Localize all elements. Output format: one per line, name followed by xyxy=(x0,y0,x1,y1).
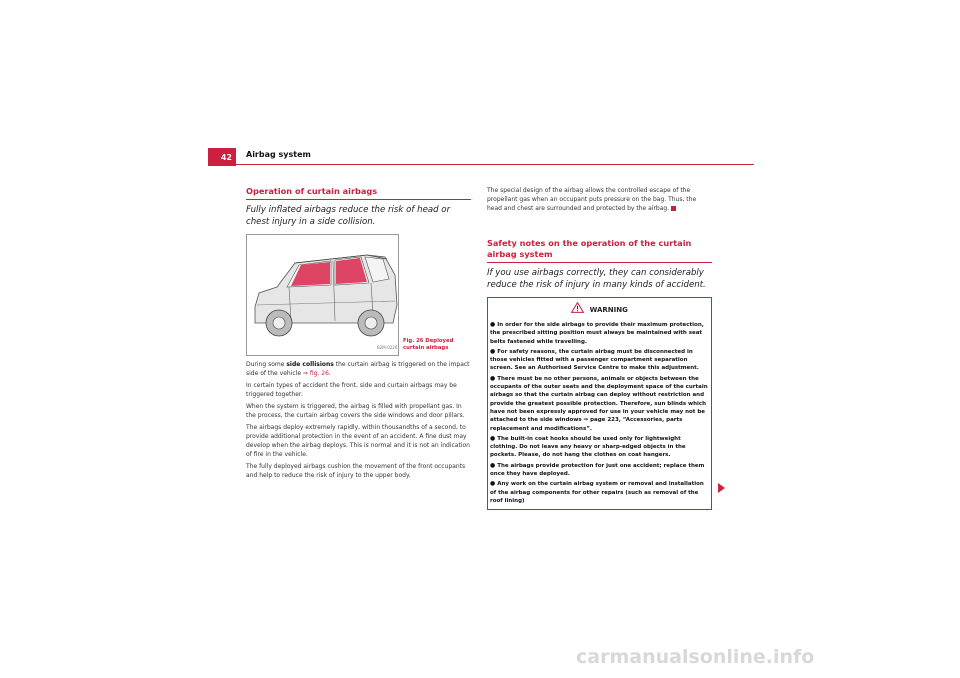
text-run: . xyxy=(328,370,331,377)
figure-code: B2M-0226 xyxy=(377,345,398,350)
text-run: During some xyxy=(246,361,287,368)
warning-box xyxy=(487,297,712,510)
warning-triangle-icon xyxy=(571,302,584,313)
paragraph xyxy=(246,360,471,378)
paragraph: The fully deployed airbags cushion the movement of the front occupants and help to reduce the risk of injury to the upper body. xyxy=(246,463,466,479)
continue-arrow-icon[interactable] xyxy=(718,483,725,493)
section-subtitle: Fully inflated airbags reduce the risk of head or chest injury in a side collision. xyxy=(246,205,451,227)
bullet-icon: ● xyxy=(490,374,496,382)
left-column xyxy=(246,186,471,483)
car-curtain-airbag-icon xyxy=(247,235,398,355)
figure-26 xyxy=(246,234,471,356)
warning-bullet xyxy=(490,375,709,433)
bullet-icon: ● xyxy=(490,434,496,442)
bullet-text: There must be no other persons, animals or objects between the occupants of the outer seats and the deployment space of the curtain airbags so that the curtain airbag can deploy without restriction and provide the greatest possible protection. Therefore, sun blinds which have not been expressly approved for use in your vehicle may not be attached to the side windows ⇒ page 223, “Accessories, parts replacement and modifications”. xyxy=(490,375,708,432)
header-rule xyxy=(208,164,754,165)
bullet-icon: ● xyxy=(490,347,496,355)
paragraph: In certain types of accident the front, side and curtain airbags may be triggered together. xyxy=(246,382,457,398)
bullet-text: The airbags provide protection for just one accident; replace them once they have deployed. xyxy=(490,462,705,478)
warning-bullet xyxy=(490,462,709,479)
warning-label: WARNING xyxy=(589,306,628,314)
warning-header xyxy=(490,302,709,315)
warning-bullet xyxy=(490,321,709,346)
figure-caption: Fig. 26 Deployed curtain airbags xyxy=(403,338,454,351)
warning-body xyxy=(490,321,709,505)
bullet-icon: ● xyxy=(490,321,496,328)
car-illustration xyxy=(246,234,399,356)
bullet-text: For safety reasons, the curtain airbag must be disconnected in those vehicles fitted with a passenger compartment separation screen. See an Authorised Service Centre to make this adjustment. xyxy=(490,348,699,372)
text-run: the curtain airbag is triggered on the impact side of the vehicle xyxy=(246,361,470,377)
page-header-title: Airbag system xyxy=(246,150,311,159)
section-rule xyxy=(246,199,471,200)
page-number: 42 xyxy=(208,148,236,166)
bullet-text: Any work on the curtain airbag system or removal and installation of the airbag components for other repairs (such as removal of the roof lining) xyxy=(490,481,704,504)
text-run: The special design of the airbag allows the controlled escape of the propellant gas when an occupant puts pressure on the bag. Thus, the head and chest are surrounded and protected by the airbag. xyxy=(487,187,697,212)
text-bold: side collisions xyxy=(286,361,334,368)
right-column xyxy=(487,186,712,510)
figure-link[interactable]: ⇒ fig. 26 xyxy=(302,370,329,377)
warning-bullet xyxy=(490,435,709,460)
section-title: Operation of curtain airbags xyxy=(246,186,378,196)
warning-bullet xyxy=(490,348,709,373)
watermark: carmanualsonline.info xyxy=(576,646,815,668)
paragraph xyxy=(487,186,712,213)
bullet-icon: ● xyxy=(490,461,496,469)
section-end-icon xyxy=(671,206,676,211)
bullet-text: The built-in coat hooks should be used only for lightweight clothing. Do not leave any heavy or sharp-edged objects in the pockets. Please, do not hang the clothes on coat hangers. xyxy=(490,435,686,459)
section-title: Safety notes on the operation of the curtain airbag system xyxy=(487,238,692,259)
paragraph: When the system is triggered, the airbag is filled with propellant gas. In the process, the curtain airbag covers the side windows and door pillars. xyxy=(246,403,465,419)
paragraph: The airbags deploy extremely rapidly, within thousandths of a second, to provide additional protection in the event of an accident. A fine dust may develop when the airbag deploys. This is normal and it is not an indication of fire in the vehicle. xyxy=(246,424,470,458)
bullet-text: In order for the side airbags to provide their maximum protection, the prescribed sitting position must always be maintained with seat belts fastened while travelling. xyxy=(490,322,704,345)
section-rule xyxy=(487,262,712,263)
section-subtitle: If you use airbags correctly, they can considerably reduce the risk of injury in many kinds of accident. xyxy=(487,268,706,290)
bullet-icon: ● xyxy=(490,480,496,488)
warning-bullet xyxy=(490,480,709,505)
